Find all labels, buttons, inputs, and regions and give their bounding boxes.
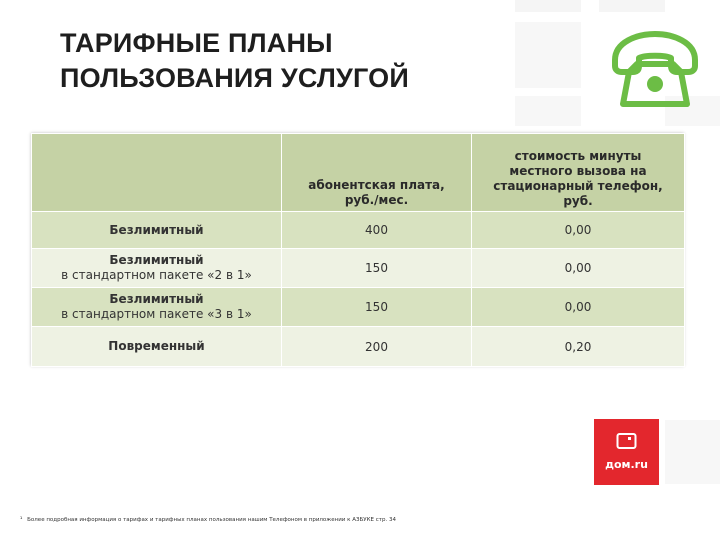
tv-screen-icon bbox=[616, 432, 637, 450]
bg-decor-square bbox=[515, 96, 581, 126]
bg-decor-square bbox=[665, 420, 720, 484]
header-call-rate bbox=[472, 134, 685, 212]
rate-cell: 0,00 bbox=[472, 249, 685, 288]
rate-cell: 0,20 bbox=[472, 327, 685, 367]
table-row bbox=[32, 288, 685, 327]
footnote bbox=[20, 516, 396, 523]
plan-name: Повременный bbox=[108, 339, 205, 353]
fee-cell: 150 bbox=[282, 249, 472, 288]
rate-cell: 0,00 bbox=[472, 288, 685, 327]
footnote-mark: ¹ bbox=[20, 516, 23, 523]
footnote-text: Более подробная информация о тарифах и тарифных планах пользования нашим Телефоном в приложении к АЗБУКЕ стр. 34 bbox=[27, 517, 396, 523]
tariff-table bbox=[31, 133, 685, 367]
title-line-2: ПОЛЬЗОВАНИЯ УСЛУГОЙ bbox=[60, 63, 409, 93]
plan-name: Безлимитный bbox=[109, 222, 204, 237]
table-header-row bbox=[32, 134, 685, 212]
plan-package: в стандартном пакете «3 в 1» bbox=[61, 307, 252, 321]
plan-name-cell bbox=[32, 288, 282, 327]
header-monthly-fee bbox=[282, 134, 472, 212]
plan-package: в стандартном пакете «2 в 1» bbox=[61, 268, 252, 282]
dom-ru-logo bbox=[594, 419, 659, 485]
logo-text: дом.ru bbox=[605, 458, 648, 471]
bg-decor-square bbox=[515, 22, 581, 88]
tariff-table-container bbox=[31, 133, 684, 366]
plan-name: Безлимитный bbox=[109, 292, 204, 306]
phone-icon bbox=[607, 30, 703, 108]
page-title bbox=[60, 26, 409, 96]
title-line-1: ТАРИФНЫЕ ПЛАНЫ bbox=[60, 28, 333, 58]
plan-name: Безлимитный bbox=[109, 253, 204, 267]
bg-decor-square bbox=[599, 0, 665, 12]
fee-cell: 400 bbox=[282, 212, 472, 249]
fee-cell: 200 bbox=[282, 327, 472, 367]
header-monthly-fee-label: абонентская плата, руб./мес. bbox=[308, 178, 445, 207]
plan-name-cell bbox=[32, 249, 282, 288]
table-row bbox=[32, 249, 685, 288]
table-row bbox=[32, 212, 685, 249]
rate-cell: 0,00 bbox=[472, 212, 685, 249]
plan-name-cell bbox=[32, 327, 282, 367]
table-row bbox=[32, 327, 685, 367]
header-plan bbox=[32, 134, 282, 212]
fee-cell: 150 bbox=[282, 288, 472, 327]
bg-decor-square bbox=[515, 0, 581, 12]
plan-name-cell bbox=[32, 212, 282, 249]
header-call-rate-label: стоимость минуты местного вызова на стационарный телефон, руб. bbox=[493, 149, 663, 208]
